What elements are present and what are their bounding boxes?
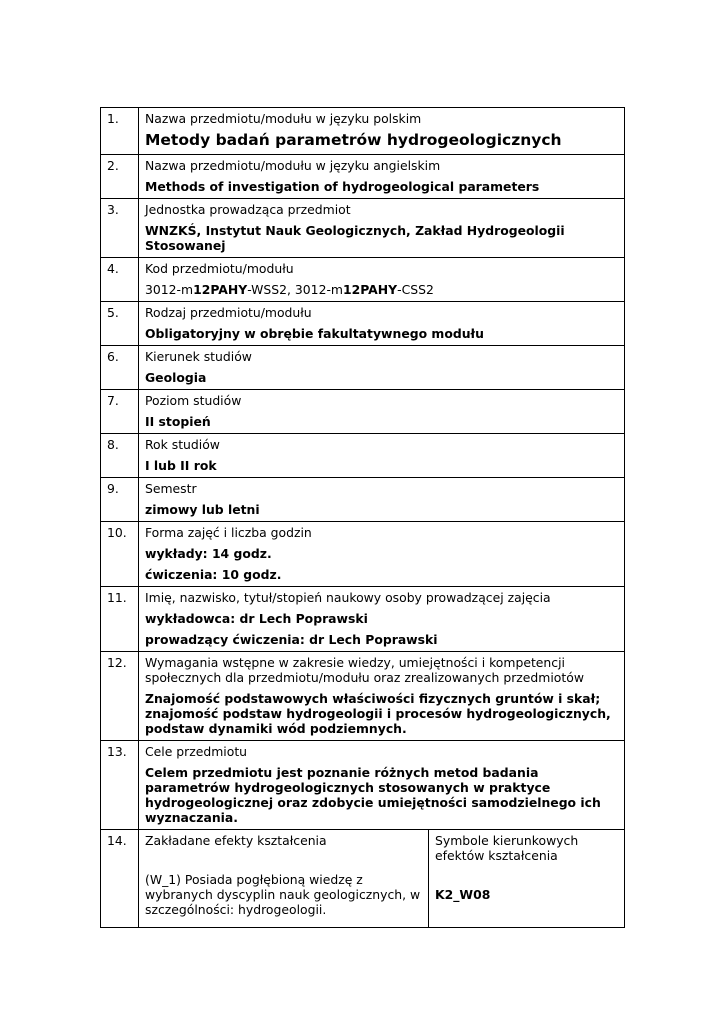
field-label: Nazwa przedmiotu/modułu w języku polskim: [145, 111, 422, 126]
study-year: I lub II rok: [145, 458, 217, 473]
row-number: 11.: [101, 587, 139, 652]
code-part: -WSS2, 3012-m: [247, 282, 343, 297]
row-content: [139, 434, 625, 478]
course-code: [145, 282, 618, 297]
table-row: [101, 830, 625, 928]
lecture-hours: wykłady: 14 godz.: [145, 546, 272, 561]
row-content: [139, 258, 625, 302]
row-content: [139, 741, 625, 830]
outcome-symbol: K2_W08: [435, 887, 491, 902]
table-row: [101, 302, 625, 346]
table-row: [101, 155, 625, 199]
table-row: [101, 199, 625, 258]
row-content: [139, 346, 625, 390]
row-content: [139, 478, 625, 522]
row-content: [139, 652, 625, 741]
row-number: 1.: [101, 108, 139, 155]
code-part: -CSS2: [397, 282, 434, 297]
row-number: 10.: [101, 522, 139, 587]
row-content: [139, 155, 625, 199]
course-syllabus-table: [100, 107, 625, 928]
course-title-english: Methods of investigation of hydrogeological parameters: [145, 179, 540, 194]
learning-outcome-text: (W_1) Posiada pogłębioną wiedzę z wybranych dyscyplin nauk geologicznych, w szczególności: hydrogeologii.: [145, 872, 421, 917]
teaching-unit: WNZKŚ, Instytut Nauk Geologicznych, Zakład Hydrogeologii Stosowanej: [145, 223, 565, 253]
row-number: 7.: [101, 390, 139, 434]
field-label: Kod przedmiotu/modułu: [145, 261, 294, 276]
field-label: Imię, nazwisko, tytuł/stopień naukowy osoby prowadzącej zajęcia: [145, 590, 551, 605]
row-content: [139, 108, 625, 155]
table-row: [101, 108, 625, 155]
row-number: 5.: [101, 302, 139, 346]
table-row: [101, 434, 625, 478]
course-type: Obligatoryjny w obrębie fakultatywnego modułu: [145, 326, 484, 341]
row-number: 9.: [101, 478, 139, 522]
row-number: 4.: [101, 258, 139, 302]
table-row: [101, 522, 625, 587]
field-label: Symbole kierunkowych efektów kształcenia: [435, 833, 579, 863]
field-of-study: Geologia: [145, 370, 207, 385]
study-level: II stopień: [145, 414, 211, 429]
field-label: Rok studiów: [145, 437, 220, 452]
row-content: [139, 522, 625, 587]
row-number: 12.: [101, 652, 139, 741]
row-number: 6.: [101, 346, 139, 390]
field-label: Semestr: [145, 481, 197, 496]
field-label: Zakładane efekty kształcenia: [145, 833, 327, 848]
table-row: [101, 390, 625, 434]
row-number: 3.: [101, 199, 139, 258]
table-row: [101, 587, 625, 652]
table-row: [101, 741, 625, 830]
table-row: [101, 652, 625, 741]
table-row: [101, 258, 625, 302]
field-label: Wymagania wstępne w zakresie wiedzy, umiejętności i kompetencji społecznych dla przedmiotu/modułu oraz zrealizowanych przedmiotów: [145, 655, 584, 685]
row-content: [139, 390, 625, 434]
row-number: 2.: [101, 155, 139, 199]
field-label: Cele przedmiotu: [145, 744, 248, 759]
field-label: Kierunek studiów: [145, 349, 252, 364]
field-label: Forma zajęć i liczba godzin: [145, 525, 312, 540]
row-content: [139, 587, 625, 652]
course-objectives: Celem przedmiotu jest poznanie różnych metod badania parametrów hydrogeologicznych stosowanych w praktyce hydrogeologicznej oraz zdobycie umiejętności samodzielnego ich wyznaczania.: [145, 765, 601, 825]
prerequisites: Znajomość podstawowych właściwości fizycznych gruntów i skał; znajomość podstaw hydrogeologii i procesów hydrogeologicznych, podstaw dynamiki wód podziemnych.: [145, 691, 611, 736]
row-number: 13.: [101, 741, 139, 830]
row-number: 8.: [101, 434, 139, 478]
field-label: Nazwa przedmiotu/modułu w języku angielskim: [145, 158, 441, 173]
code-part: 3012-m: [145, 282, 194, 297]
lecturer: wykładowca: dr Lech Poprawski: [145, 611, 368, 626]
code-part-bold: 12PAHY: [343, 282, 398, 297]
learning-outcomes-cell: [139, 830, 429, 928]
code-part-bold: 12PAHY: [193, 282, 248, 297]
exercise-instructor: prowadzący ćwiczenia: dr Lech Poprawski: [145, 632, 438, 647]
outcome-symbols-cell: [429, 830, 625, 928]
course-title-polish: Metody badań parametrów hydrogeologicznych: [145, 131, 562, 149]
table-row: [101, 478, 625, 522]
semester: zimowy lub letni: [145, 502, 260, 517]
field-label: Poziom studiów: [145, 393, 242, 408]
table-row: [101, 346, 625, 390]
row-number: 14.: [101, 830, 139, 928]
field-label: Jednostka prowadząca przedmiot: [145, 202, 351, 217]
row-content: [139, 302, 625, 346]
exercise-hours: ćwiczenia: 10 godz.: [145, 567, 282, 582]
field-label: Rodzaj przedmiotu/modułu: [145, 305, 312, 320]
row-content: [139, 199, 625, 258]
